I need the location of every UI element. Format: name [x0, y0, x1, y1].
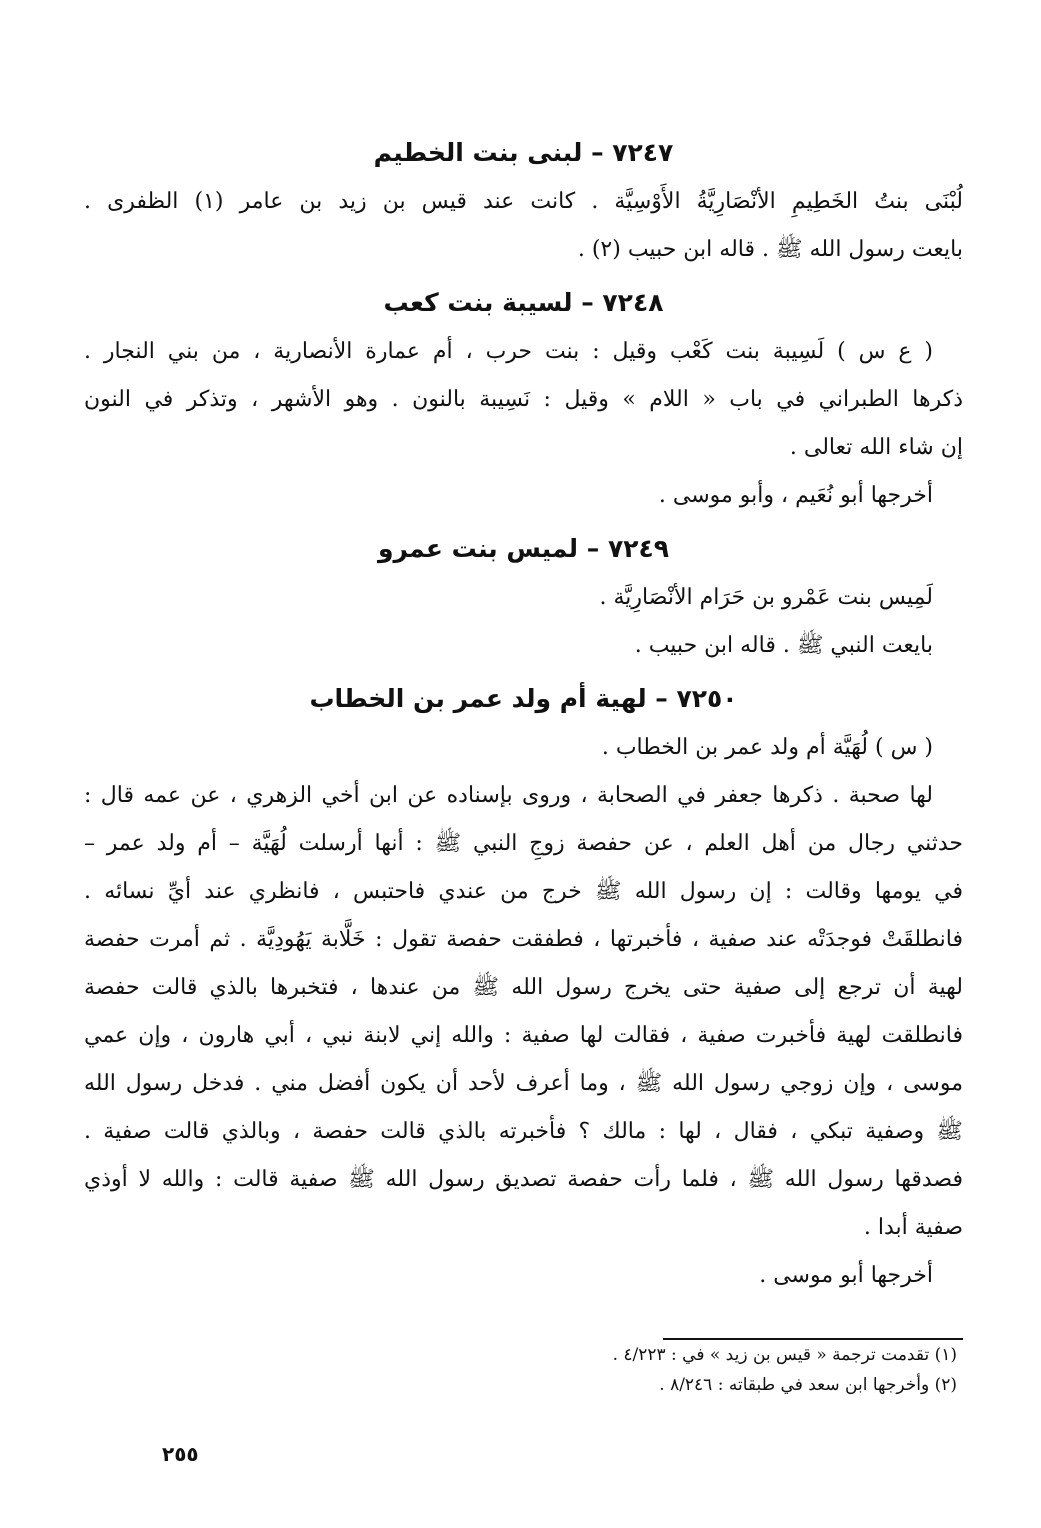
text-line: حدثني رجال من أهل العلم ، عن حفصة زوجِ النبي ﷺ : أنها أرسلت لُهَيَّة – أم ولد عمر –: [84, 831, 963, 856]
footnotes: [503, 1338, 963, 1400]
entry-heading: ٧٢٤٩ – لميس بنت عمرو: [377, 534, 670, 563]
footnote-2: (٢) وأخرجها ابن سعد في طبقاته : ٨/٢٤٦ .: [659, 1375, 957, 1395]
text-line: فانطلقت لهية فأخبرت صفية ، فقالت لها صفية : والله إني لابنة نبي ، أبي هارون ، وإن عمي: [84, 1023, 963, 1048]
text-line: في يومها وقالت : إن رسول الله ﷺ خرج من عندي فاحتبس ، فانظري عند أيِّ نسائه .: [84, 879, 963, 904]
text-line: فانطلقَتْ فوجدَتْه عند صفية ، فأخبرتها ، فطفقت حفصة تقول : خَلَّابة يَهُودِيَّة . ثم أمرت حفصة: [84, 927, 963, 952]
text-line: ( س ) لُهَيَّة أم ولد عمر بن الخطاب .: [601, 735, 933, 760]
text-line: لُبْنَى بنتُ الخَطِيمِ الأنْصَارِيَّةُ الأَوْسِيَّة . كانت عند قيس بن زيد بن عامر (١) الظفرى .: [84, 189, 963, 214]
main-text: [84, 128, 963, 1300]
text-line: صفية أبدا .: [863, 1215, 963, 1240]
text-line: لَمِيس بنت عَمْرو بن حَرَام الأنْصَارِيَّة .: [599, 585, 933, 610]
text-line: إن شاء الله تعالى .: [789, 435, 963, 460]
text-line: موسى ، وإن زوجي رسول الله ﷺ ، وما أعرف لأحد أن يكون أفضل مني . فدخل رسول الله: [84, 1071, 963, 1096]
entry-heading: ٧٢٥٠ – لهية أم ولد عمر بن الخطاب: [309, 684, 738, 713]
text-line: ( ع س ) لَسِيبة بنت كَعْب وقيل : بنت حرب ، أم عمارة الأنصارية ، من بني النجار .: [84, 339, 933, 364]
page-number: ٢٥٥: [162, 1442, 199, 1466]
text-line: بايعت رسول الله ﷺ . قاله ابن حبيب (٢) .: [577, 237, 963, 262]
text-line: بايعت النبي ﷺ . قاله ابن حبيب .: [634, 633, 933, 658]
text-line: ذكرها الطبراني في باب « اللام » وقيل : نَسِيبة بالنون . وهو الأشهر ، وتذكر في النون: [84, 387, 963, 412]
text-line: أخرجها أبو موسى .: [759, 1263, 933, 1288]
text-line: ﷺ وصفية تبكي ، فقال ، لها : مالك ؟ فأخبرته بالذي قالت حفصة ، وبالذي قالت صفية .: [84, 1119, 963, 1144]
entry-heading: ٧٢٤٨ – لسيبة بنت كعب: [383, 288, 664, 317]
text-line: لهية أن ترجع إلى صفية حتى يخرج رسول الله ﷺ من عندها ، فتخبرها بالذي قالت حفصة: [84, 975, 963, 1000]
text-line: لها صحبة . ذكرها جعفر في الصحابة ، وروى بإسناده عن ابن أخي الزهري ، عن عمه قال :: [84, 783, 933, 808]
text-line: فصدقها رسول الله ﷺ ، فلما رأت حفصة تصديق رسول الله ﷺ صفية قالت : والله لا أوذي: [84, 1167, 963, 1192]
footnote-1: (١) تقدمت ترجمة « قيس بن زيد » في : ٤/٢٢٣ .: [612, 1345, 957, 1365]
text-line: أخرجها أبو نُعَيم ، وأبو موسى .: [658, 483, 933, 508]
entry-heading: ٧٢٤٧ – لبنى بنت الخطيم: [373, 138, 674, 167]
